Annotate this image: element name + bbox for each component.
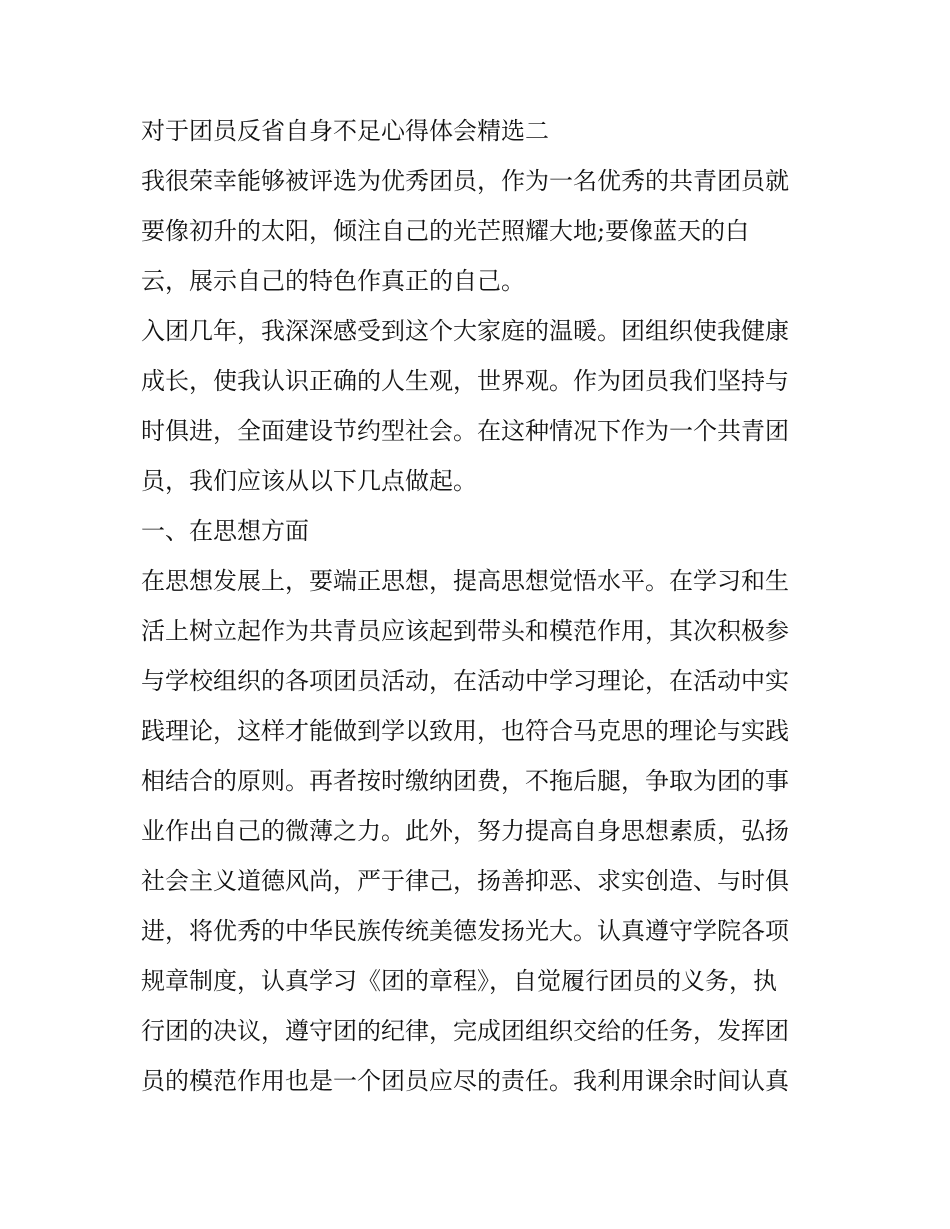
text-line: 员的模范作用也是一个团员应尽的责任。我利用课余时间认真	[141, 1067, 789, 1095]
text-line: 云，展示自己的特色作真正的自己。	[141, 267, 525, 295]
text-line: 活上树立起作为共青员应该起到带头和模范作用，其次积极参	[141, 617, 789, 645]
text-line: 与学校组织的各项团员活动，在活动中学习理论，在活动中实	[141, 667, 789, 695]
text-line: 规章制度，认真学习《团的章程》，自觉履行团员的义务，执	[141, 967, 777, 995]
text-line: 践理论，这样才能做到学以致用，也符合马克思的理论与实践	[141, 717, 789, 745]
text-line: 进，将优秀的中华民族传统美德发扬光大。认真遵守学院各项	[141, 917, 789, 945]
text-line: 成长，使我认识正确的人生观，世界观。作为团员我们坚持与	[141, 367, 789, 395]
text-line: 在思想发展上，要端正思想，提高思想觉悟水平。在学习和生	[141, 567, 789, 595]
text-line: 业作出自己的微薄之力。此外，努力提高自身思想素质，弘扬	[141, 817, 789, 845]
text-line: 相结合的原则。再者按时缴纳团费，不拖后腿，争取为团的事	[141, 767, 789, 795]
text-line: 入团几年，我深深感受到这个大家庭的温暖。团组织使我健康	[141, 317, 789, 345]
text-line: 员，我们应该从以下几点做起。	[141, 467, 477, 495]
text-line: 社会主义道德风尚，严于律己，扬善抑恶、求实创造、与时俱	[141, 867, 789, 895]
text-line: 行团的决议，遵守团的纪律，完成团组织交给的任务，发挥团	[141, 1017, 789, 1045]
text-line: 我很荣幸能够被评选为优秀团员，作为一名优秀的共青团员就	[141, 167, 789, 195]
text-line: 要像初升的太阳，倾注自己的光芒照耀大地;要像蓝天的白	[141, 217, 750, 245]
text-line: 时俱进，全面建设节约型社会。在这种情况下作为一个共青团	[141, 417, 789, 445]
section-heading: 一、在思想方面	[141, 517, 309, 545]
document-title: 对于团员反省自身不足心得体会精选二	[141, 117, 549, 145]
